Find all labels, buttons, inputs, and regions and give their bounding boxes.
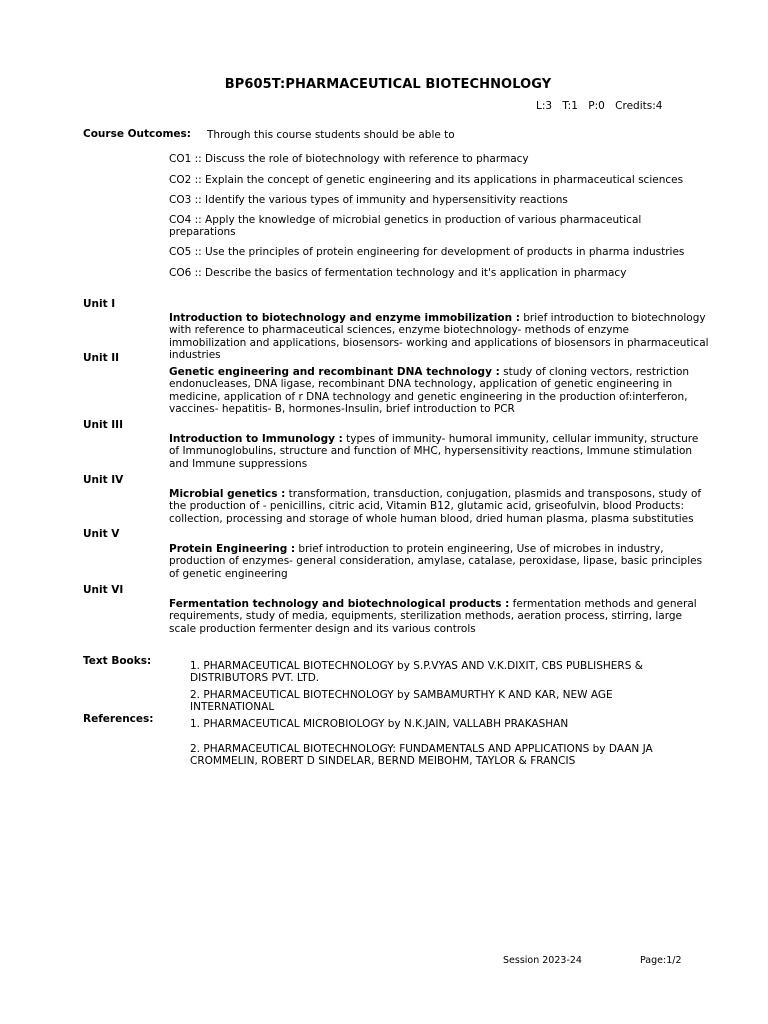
credits: Credits:4 [615,100,663,112]
unit-label-4: Unit IV [83,474,124,486]
unit-content-4 [169,488,709,525]
unit-text-1: brief introduction to biotechnology with reference to pharmaceutical sciences, enzyme biotechnology- methods of enzyme immobilization and applications, biosensors- working and applications of biosensors in pharmaceutical industries [169,312,709,361]
unit-text-2: study of cloning vectors, restriction endonucleases, DNA ligase, recombinant DNA technology, application of genetic engineering in medicine, application of r DNA technology and genetic engineering in the production of:interferon, vaccines- hepatitis- B, hormones-Insulin, brief introduction to PCR [169,366,690,415]
course-outcomes-intro: Through this course students should be able to [207,129,455,141]
unit-content-5 [169,543,709,580]
text-book-1: 1. PHARMACEUTICAL BIOTECHNOLOGY by S.P.VYAS AND V.K.DIXIT, CBS PUBLISHERS & DISTRIBUTORS PVT. LTD. [190,660,643,685]
text-book-2: 2. PHARMACEUTICAL BIOTECHNOLOGY by SAMBAMURTHY K AND KAR, NEW AGE INTERNATIONAL [190,689,613,714]
unit-content-2 [169,366,709,415]
unit-heading-6: Fermentation technology and biotechnological products : [169,598,510,610]
course-outcome-1: CO1 :: Discuss the role of biotechnology with reference to pharmacy [169,153,529,165]
unit-text-4: transformation, transduction, conjugation, plasmids and transposons, study of the production of - penicillins, citric acid, Vitamin B12, glutamic acid, griseofulvin, blood Products: collection, processing and storage of whole human blood, dried human plasma, plasma substituties [169,488,702,525]
unit-heading-2: Genetic engineering and recombinant DNA technology : [169,366,500,378]
session-footer: Session 2023-24 [503,955,582,966]
course-outcome-2: CO2 :: Explain the concept of genetic engineering and its applications in pharmaceutical sciences [169,174,684,186]
unit-text-3: types of immunity- humoral immunity, cellular immunity, structure of Immunoglobulins, structure and function of MHC, hypersensitivity reactions, Immune stimulation and Immune suppressions [169,433,699,470]
reference-1: 1. PHARMACEUTICAL MICROBIOLOGY by N.K.JAIN, VALLABH PRAKASHAN [190,718,569,730]
unit-heading-5: Protein Engineering : [169,543,296,555]
unit-heading-1: Introduction to biotechnology and enzyme immobilization : [169,312,520,324]
unit-label-2: Unit II [83,352,120,364]
course-outcome-3: CO3 :: Identify the various types of immunity and hypersensitivity reactions [169,194,568,206]
page-number: Page:1/2 [640,955,682,966]
reference-2: 2. PHARMACEUTICAL BIOTECHNOLOGY: FUNDAMENTALS AND APPLICATIONS by DAAN JA CROMMELIN, ROBERT D SINDELAR, BERND MEIBOHM, TAYLOR & FRANCIS [190,743,653,768]
references-label: References: [83,713,154,725]
credit-structure [536,100,669,112]
tutorial-hours: T:1 [562,100,578,112]
unit-content-6 [169,598,709,635]
page-title: BP605T:PHARMACEUTICAL BIOTECHNOLOGY [224,77,552,92]
unit-heading-4: Microbial genetics : [169,488,286,500]
unit-label-1: Unit I [83,298,116,310]
unit-text-6: fermentation methods and general requirements, study of media, equipments, sterilization methods, aeration process, stirring, large scale production fermenter design and its various controls [169,598,697,635]
course-outcome-6: CO6 :: Describe the basics of fermentation technology and it's application in pharmacy [169,267,627,279]
unit-content-1 [169,312,709,361]
unit-content-3 [169,433,709,470]
unit-label-3: Unit III [83,419,123,431]
unit-label-6: Unit VI [83,584,124,596]
text-books-label: Text Books: [83,655,152,667]
course-outcome-5: CO5 :: Use the principles of protein engineering for development of products in pharma industries [169,246,685,258]
course-outcome-4: CO4 :: Apply the knowledge of microbial genetics in production of various pharmaceutical preparations [169,214,642,239]
course-outcomes-label: Course Outcomes: [83,128,191,140]
unit-label-5: Unit V [83,528,120,540]
unit-heading-3: Introduction to Immunology : [169,433,343,445]
lecture-hours: L:3 [536,100,553,112]
practical-hours: P:0 [588,100,605,112]
unit-text-5: brief introduction to protein engineering, Use of microbes in industry, production of enzymes- general consideration, amylase, catalase, peroxidase, lipase, basic principles of genetic engineering [169,543,703,580]
